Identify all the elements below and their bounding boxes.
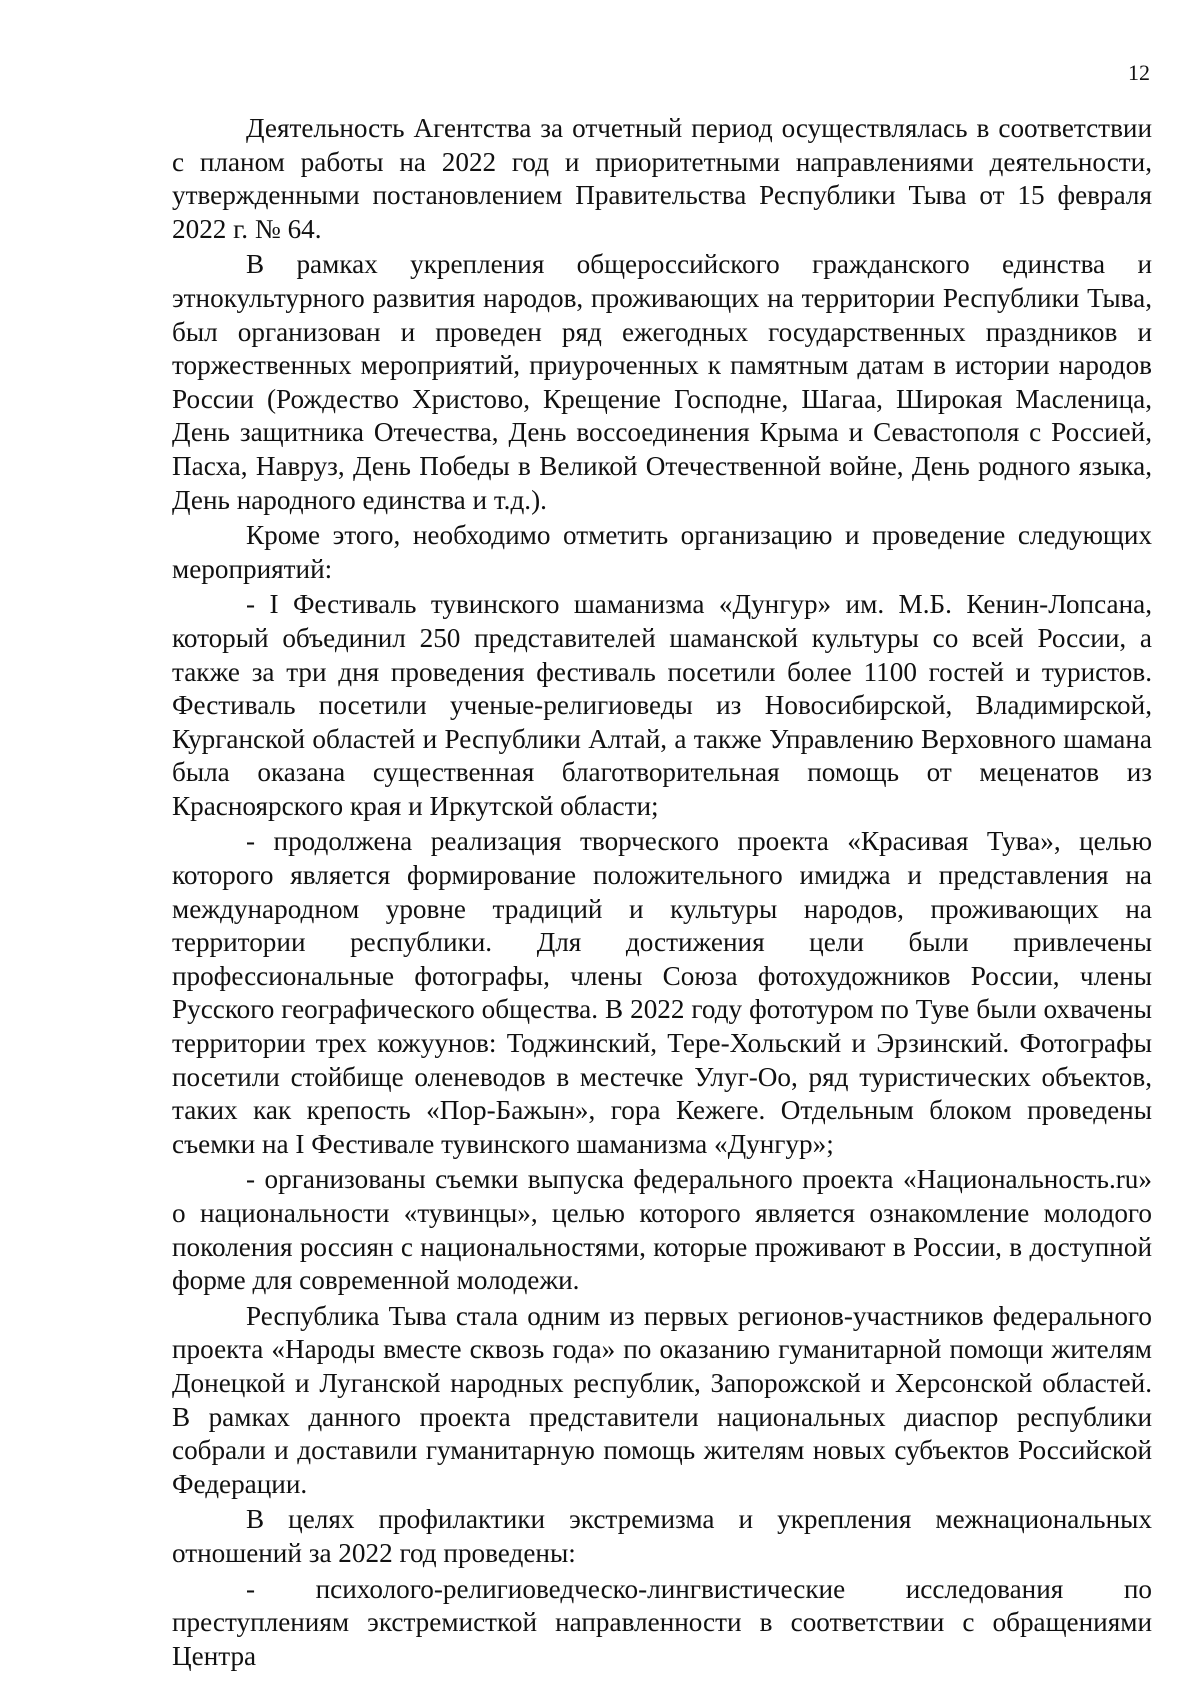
paragraph-unity-events: В рамках укрепления общероссийского гражданского единства и этнокультурного развития народов, проживающих на территории Республики Тыва, был организован и проведен ряд ежегодных государственных праздников и торжественных мероприятий, приуроченных к памятным датам в истории народов России (Рождество Христово, Крещение Господне, Шагаа, Широкая Масленица, День защитника Отечества, День воссоединения Крыма и Севастополя с Россией, Пасха, Навруз, День Победы в Великой Отечественной войне, День родного языка, День народного единства и т.д.). [172, 249, 1152, 515]
list-item-linguistic-research: - психолого-религиоведческо-лингвистические исследования по преступлениям экстремисткой направленности в соответствии с обращениями Центра [172, 1573, 1152, 1671]
page-number: 12 [1128, 60, 1150, 85]
paragraph-agency-activity: Деятельность Агентства за отчетный период осуществлялась в соответствии с планом работы на 2022 год и приоритетными направлениями деятельности, утвержденными постановлением Правительства Республики Тыва от 15 февраля 2022 г. № 64. [172, 113, 1152, 244]
list-item-shamanism-festival: - I Фестиваль тувинского шаманизма «Дунгур» им. М.Б. Кенин-Лопсана, который объединил 250 представителей шаманской культуры со всей России, а также за три дня проведения фестиваль посетили более 1100 гостей и туристов. Фестиваль посетили ученые-религиоведы из Новосибирской, Владимирской, Курганской областей и Республики Алтай, а также Управлению Верховного шамана была оказана существенная благотворительная помощь от меценатов из Красноярского края и Иркутской области; [172, 589, 1152, 821]
list-item-beautiful-tuva-project: - продолжена реализация творческого проекта «Красивая Тува», целью которого является формирование положительного имиджа и представления на международном уровне традиций и культуры народов, проживающих на территории республики. Для достижения цели были привлечены профессиональные фотографы, члены Союза фотохудожников России, члены Русского географического общества. В 2022 году фототуром по Туве были охвачены территории трех кожуунов: Тоджинский, Тере-Хольский и Эрзинский. Фотографы посетили стойбище оленеводов в местечке Улуг-Оо, ряд туристических объектов, таких как крепость «Пор-Бажын», гора Кежеге. Отдельным блоком проведены съемки на I Фестивале тувинского шаманизма «Дунгур»; [172, 826, 1152, 1159]
paragraph-additional-events-intro: Кроме этого, необходимо отметить организацию и проведение следующих мероприятий: [172, 520, 1152, 584]
paragraph-humanitarian-aid: Республика Тыва стала одним из первых регионов-участников федерального проекта «Народы вместе сквозь года» по оказанию гуманитарной помощи жителям Донецкой и Луганской народных республик, Запорожской и Херсонской областей. В рамках данного проекта представители национальных диаспор республики собрали и доставили гуманитарную помощь жителям новых субъектов Российской Федерации. [172, 1300, 1152, 1499]
paragraph-extremism-prevention: В целях профилактики экстремизма и укрепления межнациональных отношений за 2022 год проведены: [172, 1504, 1152, 1568]
document-body [172, 112, 1152, 1675]
list-item-nationality-ru-filming: - организованы съемки выпуска федерального проекта «Национальность.ru» о национальности «тувинцы», целью которого является ознакомление молодого поколения россиян с национальностями, которые проживают в России, в доступной форме для современной молодежи. [172, 1164, 1152, 1296]
